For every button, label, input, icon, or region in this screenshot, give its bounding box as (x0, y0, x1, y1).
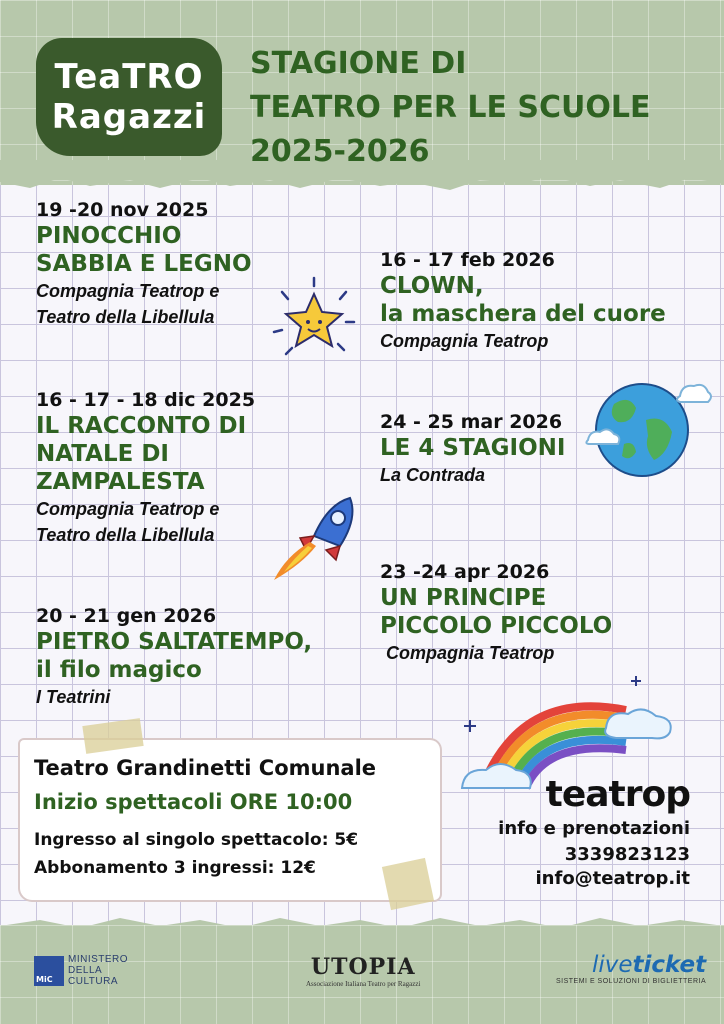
event-company: Compagnia Teatrop (386, 643, 555, 663)
liveticket-logo (556, 952, 706, 985)
logo-line-1: TeaTRO (54, 57, 204, 97)
teatro-ragazzi-logo (36, 38, 222, 156)
season-title (250, 42, 700, 174)
event-title-line: LE 4 STAGIONI (380, 435, 566, 461)
event-title-line: PIETRO SALTATEMPO, (36, 629, 313, 655)
event-title-line: NATALE DI (36, 441, 169, 467)
event-date: 16 - 17 feb 2026 (380, 249, 555, 271)
event-date: 20 - 21 gen 2026 (36, 605, 217, 627)
event-title-line: IL RACCONTO DI (36, 413, 247, 439)
event-date: 19 -20 nov 2025 (36, 199, 209, 221)
season-title-line-3: 2025-2026 (250, 134, 430, 169)
tape-decoration (382, 858, 434, 910)
event-company: I Teatrini (36, 687, 111, 707)
event-zampalesta (36, 388, 255, 548)
event-pietro-saltatempo (36, 604, 312, 710)
show-start-time: Inizio spettacoli ORE 10:00 (34, 790, 353, 814)
liveticket-name-part1: live (592, 952, 633, 978)
utopia-logo (306, 954, 420, 988)
event-un-principe (380, 560, 612, 666)
mic-badge-icon: MiC (34, 956, 64, 986)
event-pinocchio (36, 198, 252, 330)
utopia-name: UTOPIA (310, 954, 416, 980)
price-pass: Abbonamento 3 ingressi: 12€ (34, 858, 316, 878)
mic-line: MINISTERO (68, 954, 129, 965)
mic-logo (34, 954, 128, 987)
liveticket-name (556, 952, 706, 978)
mic-line: CULTURA (68, 976, 118, 987)
contact-label: info e prenotazioni (498, 818, 690, 839)
event-company: Teatro della Libellula (36, 307, 215, 327)
event-company: Compagnia Teatrop e (36, 281, 220, 301)
liveticket-name-part2: ticket (632, 952, 707, 978)
utopia-tagline: Associazione Italiana Teatro per Ragazzi (306, 980, 421, 988)
event-company: La Contrada (380, 465, 486, 485)
season-title-line-1: STAGIONE DI (250, 46, 467, 81)
contact-phone[interactable]: 3339823123 (564, 844, 690, 865)
event-title-line: la maschera del cuore (380, 301, 666, 327)
event-company: Compagnia Teatrop e (36, 499, 220, 519)
event-title-line: PICCOLO PICCOLO (380, 613, 613, 639)
logo-line-2: Ragazzi (51, 97, 207, 137)
event-title-line: UN PRINCIPE (380, 585, 547, 611)
rocket-doodle-icon (262, 488, 372, 598)
star-doodle-icon (266, 272, 366, 362)
venue-name: Teatro Grandinetti Comunale (34, 756, 377, 780)
event-le-4-stagioni (380, 410, 565, 488)
event-company: Teatro della Libellula (36, 525, 215, 545)
season-title-line-2: TEATRO PER LE SCUOLE (250, 90, 651, 125)
event-date: 23 -24 apr 2026 (380, 561, 550, 583)
event-title-line: PINOCCHIO (36, 223, 182, 249)
contact-email[interactable]: info@teatrop.it (535, 868, 690, 889)
event-date: 16 - 17 - 18 dic 2025 (36, 389, 256, 411)
event-date: 24 - 25 mar 2026 (380, 411, 563, 433)
liveticket-tagline: SISTEMI E SOLUZIONI DI BIGLIETTERIA (556, 978, 707, 985)
mic-line: DELLA (68, 965, 103, 976)
earth-doodle-icon (584, 374, 714, 484)
teatrop-logo: teatrop (545, 774, 690, 815)
event-title-line: SABBIA E LEGNO (36, 251, 252, 277)
event-clown (380, 248, 666, 354)
event-title-line: il filo magico (36, 657, 202, 683)
event-title-line: ZAMPALESTA (36, 469, 205, 495)
event-title-line: CLOWN, (380, 273, 484, 299)
price-single: Ingresso al singolo spettacolo: 5€ (34, 830, 359, 850)
event-company: Compagnia Teatrop (380, 331, 549, 351)
